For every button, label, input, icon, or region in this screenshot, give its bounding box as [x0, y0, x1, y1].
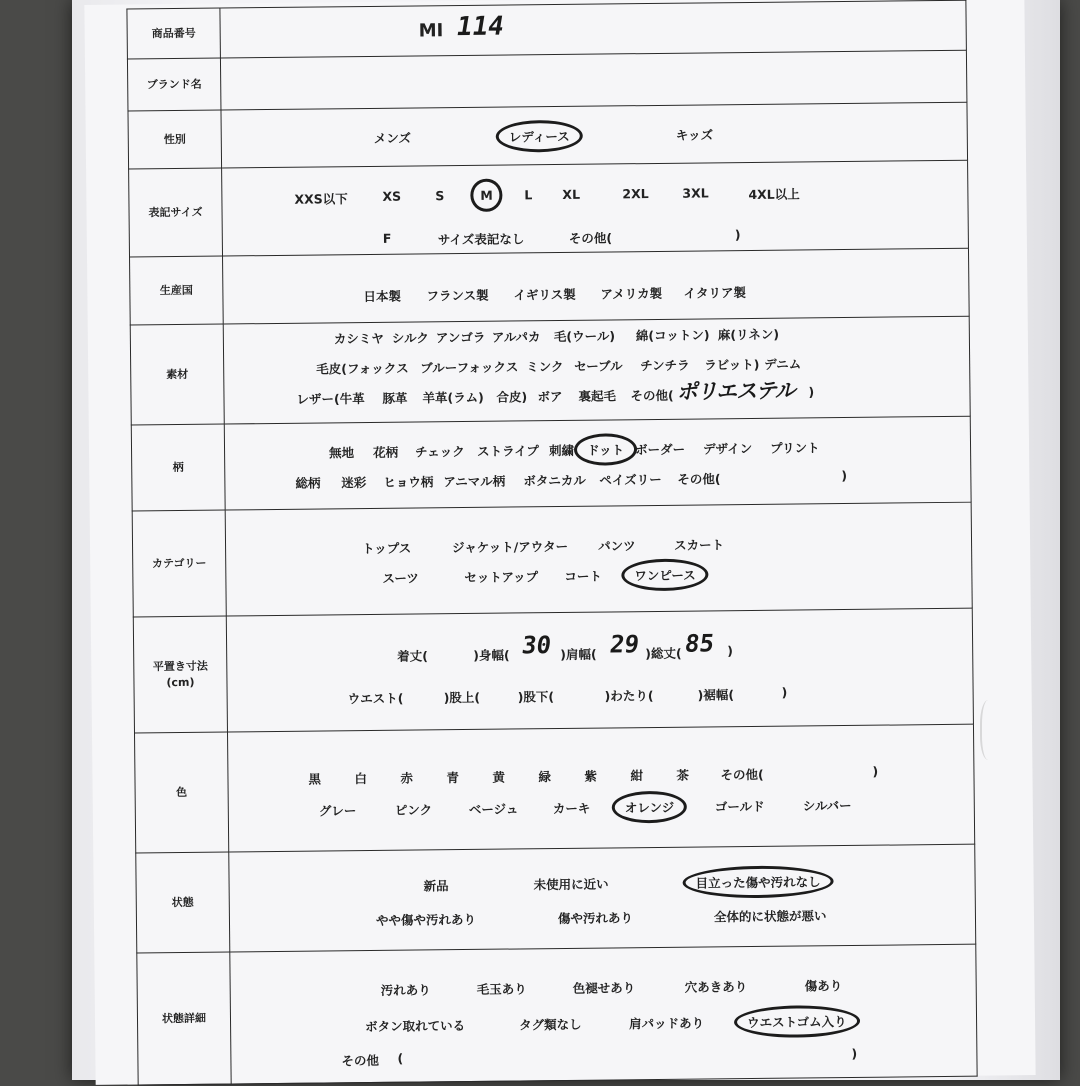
- color-option: 黄: [492, 769, 506, 785]
- dimensions-fields: [226, 608, 973, 732]
- pattern-option: ペイズリー: [599, 471, 662, 488]
- row-dimensions: [133, 608, 973, 733]
- label-gender: 性別: [128, 110, 222, 169]
- color-option: その他(: [720, 766, 764, 783]
- pattern-option: ストライプ: [476, 443, 539, 459]
- origin-options: [223, 248, 970, 324]
- pen-mark: [980, 700, 1000, 760]
- size-close-paren: ): [734, 227, 741, 243]
- label-dimensions: [133, 616, 227, 733]
- category-option: ジャケット/アウター: [451, 538, 569, 556]
- condition-detail-option: 毛玉あり: [476, 981, 527, 997]
- pattern-option-circled: ドット: [574, 433, 637, 466]
- color-close-paren: ): [872, 763, 879, 779]
- pattern-option: 無地: [328, 445, 355, 461]
- pattern-option: アニマル柄: [443, 473, 506, 490]
- color-option: 赤: [400, 770, 414, 786]
- product-form-table: [126, 0, 977, 1085]
- material-option: 豚革: [382, 390, 408, 406]
- material-option: ミンク: [526, 358, 564, 375]
- size-options: [222, 160, 969, 256]
- condition-option: 新品: [423, 878, 449, 894]
- color-option: 黒: [308, 771, 322, 787]
- material-option: ラビット): [704, 356, 760, 373]
- pattern-options: [224, 416, 971, 510]
- condition-detail-option: 汚れあり: [380, 982, 431, 998]
- dim-rise-label: )股上(: [443, 689, 481, 706]
- color-options: [227, 724, 974, 852]
- pattern-close-paren: ): [841, 467, 848, 484]
- size-option: L: [524, 187, 533, 203]
- size-option: 4XL以上: [748, 186, 800, 203]
- row-condition: [136, 844, 976, 953]
- condition-option: 傷や汚れあり: [557, 910, 634, 927]
- condition-options: [229, 844, 976, 952]
- dim-shoulder-label: )肩幅(: [560, 646, 597, 663]
- material-option: ブルーフォックス: [420, 359, 519, 376]
- material-option: 麻(リネン): [717, 326, 780, 343]
- gender-option-circled: レディース: [496, 120, 583, 153]
- row-condition-detail: [137, 944, 977, 1085]
- material-option: ボア: [537, 388, 563, 405]
- pattern-option: デザイン: [702, 440, 753, 457]
- condition-detail-option: 傷あり: [804, 978, 843, 994]
- material-option: デニム: [764, 356, 802, 372]
- pattern-option: ボタニカル: [523, 472, 586, 489]
- dim-total-label: )総丈(: [645, 645, 682, 662]
- pattern-option: 刺繍: [548, 442, 575, 459]
- label-product-number: 商品番号: [127, 8, 221, 59]
- row-size: [129, 160, 969, 257]
- material-option: 綿(コットン): [635, 327, 710, 344]
- label-category: カテゴリー: [132, 510, 226, 617]
- row-color: [134, 724, 974, 853]
- row-category: [132, 502, 972, 617]
- origin-option: 日本製: [363, 288, 402, 305]
- size-option-circled: M: [470, 179, 503, 212]
- color-option: 茶: [676, 767, 690, 783]
- material-option: セーブル: [574, 358, 623, 374]
- dim-width-handwritten: 30: [520, 631, 553, 660]
- color-option: ベージュ: [468, 801, 519, 817]
- gender-option: メンズ: [373, 130, 412, 146]
- material-option: カシミヤ: [333, 330, 384, 347]
- condition-detail-option: 肩パッドあり: [628, 1015, 705, 1032]
- category-option: トップス: [362, 540, 412, 557]
- category-option: スーツ: [382, 570, 419, 586]
- condition-detail-option-circled: ウエストゴム入り: [734, 1005, 860, 1038]
- material-option: 毛皮(フォックス: [316, 360, 409, 377]
- pattern-option: ボーダー: [634, 441, 686, 458]
- dim-width-label: )身幅(: [473, 647, 510, 663]
- label-dimensions-title: 平置き寸法: [152, 659, 208, 673]
- condition-detail-open-paren: (: [397, 1050, 404, 1066]
- gender-options: [221, 102, 968, 168]
- pattern-option: チェック: [414, 443, 465, 460]
- condition-detail-option: ボタン取れている: [365, 1018, 466, 1035]
- condition-detail-other-label: その他: [341, 1052, 380, 1069]
- color-option-circled: オレンジ: [612, 791, 688, 824]
- dim-shoulder-handwritten: 29: [608, 630, 641, 659]
- label-size: 表記サイズ: [129, 168, 223, 257]
- color-option: 緑: [538, 769, 552, 785]
- condition-detail-option: タグ類なし: [518, 1016, 582, 1033]
- product-number-handwritten: 114: [454, 11, 507, 43]
- condition-option: やや傷や汚れあり: [375, 911, 477, 928]
- product-number-prefix: MI: [418, 20, 444, 42]
- material-close-paren: ): [808, 384, 815, 400]
- size-option: S: [435, 188, 445, 204]
- material-option: その他(: [630, 387, 674, 404]
- category-option: スカート: [673, 537, 725, 553]
- material-option: レザー(牛革: [296, 391, 365, 407]
- row-gender: [128, 102, 968, 169]
- color-option: ピンク: [394, 802, 433, 818]
- condition-option-circled: 目立った傷や汚れなし: [682, 865, 833, 899]
- condition-option: 全体的に状態が悪い: [713, 908, 827, 925]
- label-material: 素材: [130, 324, 224, 425]
- pattern-option: 花柄: [372, 444, 399, 460]
- size-option: その他(: [568, 230, 613, 246]
- brand-field: [220, 50, 967, 110]
- color-option: 白: [354, 771, 368, 787]
- condition-detail-option: 穴あきあり: [684, 979, 748, 995]
- origin-option: フランス製: [426, 287, 489, 304]
- condition-detail-options: [230, 944, 977, 1084]
- material-option: アルパカ: [491, 329, 541, 345]
- category-option-circled: ワンピース: [621, 558, 709, 591]
- dim-total-handwritten: 85: [683, 629, 716, 658]
- dim-close-paren: ): [781, 684, 788, 700]
- row-pattern: [131, 416, 971, 511]
- dim-close-paren: ): [727, 643, 733, 659]
- label-brand: ブランド名: [127, 58, 221, 111]
- row-product-number: [127, 0, 966, 59]
- gender-option: キッズ: [675, 127, 714, 143]
- origin-option: イタリア製: [683, 285, 747, 301]
- color-option: 紺: [630, 768, 644, 784]
- material-handwritten: ポリエステル: [675, 378, 799, 404]
- condition-option: 未使用に近い: [533, 876, 609, 893]
- material-option: 合皮): [496, 389, 528, 405]
- size-option: 3XL: [682, 185, 709, 201]
- origin-option: アメリカ製: [600, 285, 663, 302]
- pattern-option: プリント: [769, 440, 820, 456]
- color-option: ゴールド: [714, 798, 765, 815]
- label-condition: 状態: [136, 852, 230, 953]
- size-option: 2XL: [622, 186, 649, 202]
- label-color: 色: [134, 732, 228, 853]
- row-brand: [127, 50, 966, 111]
- category-options: [225, 502, 972, 616]
- condition-detail-close-paren: ): [851, 1045, 858, 1061]
- material-option: チンチラ: [640, 357, 690, 374]
- size-option: サイズ表記なし: [437, 231, 525, 248]
- product-sheet: [84, 0, 1035, 1085]
- row-origin: [130, 248, 970, 325]
- size-option: XXS以下: [294, 191, 348, 207]
- material-option: 裏起毛: [578, 388, 617, 404]
- condition-detail-option: 色褪せあり: [572, 980, 636, 996]
- size-option: XS: [382, 188, 402, 204]
- label-pattern: 柄: [131, 424, 225, 511]
- size-option: F: [382, 230, 392, 246]
- category-option: コート: [564, 568, 602, 584]
- material-option: 羊革(ラム): [422, 389, 484, 406]
- size-option: XL: [562, 186, 581, 202]
- pattern-option: その他(: [677, 471, 721, 487]
- dim-thigh-label: )わたり(: [604, 688, 654, 704]
- dim-length-label: 着丈(: [397, 648, 429, 664]
- label-origin: 生産国: [130, 256, 224, 325]
- dim-waist-label: ウエスト(: [347, 690, 404, 707]
- material-option: シルク: [391, 330, 429, 346]
- origin-option: イギリス製: [513, 286, 576, 303]
- material-option: アンゴラ: [435, 329, 486, 346]
- material-options: [223, 316, 970, 424]
- color-option: カーキ: [552, 800, 591, 817]
- product-number-field: [220, 0, 966, 58]
- dim-inseam-label: )股下(: [517, 689, 555, 705]
- color-option: シルバー: [802, 797, 852, 814]
- row-material: [130, 316, 970, 425]
- label-dimensions-unit: (cm): [166, 675, 195, 689]
- color-option: 青: [446, 770, 460, 786]
- category-option: セットアップ: [464, 569, 539, 586]
- pattern-option: 総柄: [295, 475, 321, 491]
- pattern-option: 迷彩: [341, 475, 367, 491]
- pattern-option: ヒョウ柄: [383, 474, 434, 490]
- color-option: グレー: [318, 803, 357, 819]
- material-option: 毛(ウール): [553, 328, 616, 345]
- dim-hem-label: )裾幅(: [697, 687, 735, 703]
- category-option: パンツ: [597, 538, 636, 554]
- label-condition-detail: 状態詳細: [137, 952, 231, 1085]
- color-option: 紫: [584, 768, 598, 784]
